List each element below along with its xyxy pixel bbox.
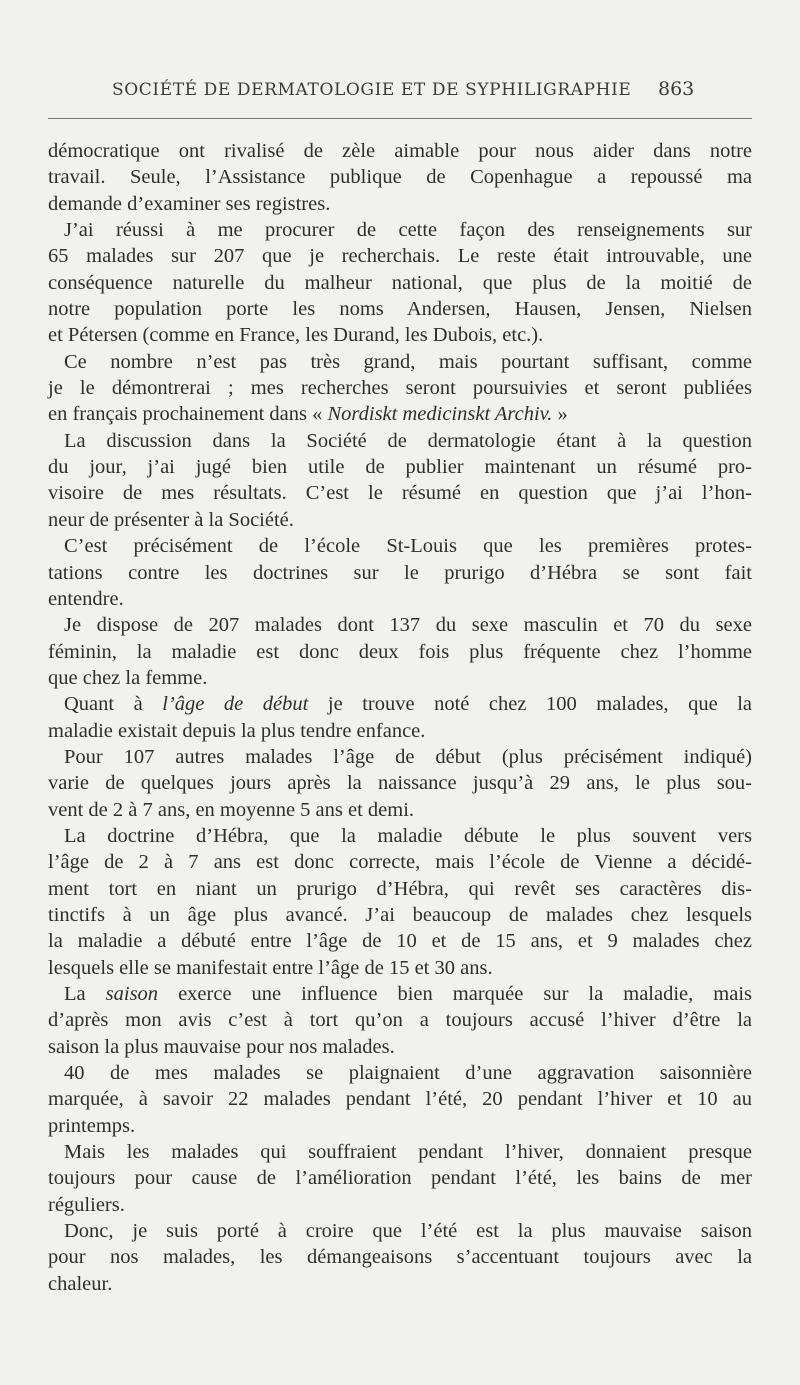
text-line [48, 1244, 752, 1270]
text-line [48, 639, 752, 665]
text-line [48, 217, 752, 243]
text-segment: l’âge de 2 à 7 ans est donc correcte, mais l’école de Vienne a décidé- [48, 851, 752, 874]
text-segment: Donc, je suis porté à croire que l’été est la plus mauvaise saison [64, 1220, 752, 1243]
text-segment: Pour 107 autres malades l’âge de début (plus précisément indiqué) [64, 745, 752, 768]
text-line [48, 718, 752, 744]
header-rule [48, 118, 752, 119]
italic-text: l’âge de début [162, 693, 309, 716]
italic-text: saison [105, 983, 159, 1005]
text-segment: saison la plus mauvaise pour nos malades. [48, 1035, 395, 1058]
text-segment: démocratique ont rivalisé de zèle aimable pour nous aider dans notre [48, 140, 752, 162]
text-line [48, 507, 752, 533]
text-segment: féminin, la maladie est donc deux fois plus fréquente chez l’homme [48, 640, 752, 663]
text-line [48, 849, 752, 875]
text-line [48, 586, 752, 612]
text-segment: marquée, à savoir 22 malades pendant l’été, 20 pendant l’hiver et 10 au [48, 1088, 752, 1111]
text-line [48, 1060, 752, 1086]
running-title: SOCIÉTÉ DE DERMATOLOGIE ET DE SYPHILIGRAPHIE [112, 80, 632, 100]
text-line [48, 1139, 752, 1165]
text-line [48, 322, 752, 348]
text-segment: exerce une influence bien marquée sur la maladie, mais [158, 983, 752, 1005]
text-segment: visoire de mes résultats. C’est le résumé en question que j’ai l’hon- [48, 482, 752, 505]
text-segment: 40 de mes malades se plaignaient d’une aggravation saisonnière [64, 1062, 752, 1085]
text-line [48, 665, 752, 691]
text-segment: Mais les malades qui souffraient pendant l’hiver, donnaient presque [64, 1141, 752, 1164]
text-line [48, 955, 752, 981]
text-segment: lesquels elle se manifestait entre l’âge de 15 et 30 ans. [48, 956, 493, 979]
text-segment: Quant à [64, 693, 163, 716]
body-text [48, 138, 752, 1297]
text-line [48, 533, 752, 559]
text-line [48, 1271, 752, 1297]
text-segment: La [64, 983, 106, 1005]
text-segment: printemps. [48, 1114, 136, 1137]
text-line [48, 876, 752, 902]
text-segment: entendre. [48, 587, 124, 610]
text-line [48, 138, 752, 164]
text-segment: 65 malades sur 207 que je recherchais. Le reste était introuvable, une [48, 245, 752, 268]
text-line [48, 270, 752, 296]
text-segment: tations contre les doctrines sur le prurigo d’Hébra se sont fait [48, 561, 752, 584]
text-line [48, 902, 752, 928]
text-segment: ment tort en niant un prurigo d’Hébra, qui revêt ses caractères dis- [48, 877, 752, 900]
text-segment: chaleur. [48, 1272, 113, 1295]
text-segment: la maladie a débuté entre l’âge de 10 et de 15 ans, et 9 malades chez [48, 930, 752, 953]
text-line [48, 560, 752, 586]
text-segment: vent de 2 à 7 ans, en moyenne 5 ans et demi. [48, 798, 415, 821]
text-line [48, 296, 752, 322]
text-segment: maladie existait depuis la plus tendre enfance. [48, 719, 426, 742]
text-line [48, 981, 752, 1007]
text-line [48, 1113, 752, 1139]
text-segment: d’après mon avis c’est à tort qu’on a toujours accusé l’hiver d’être la [48, 1009, 752, 1032]
text-segment: demande d’examiner ses registres. [48, 192, 331, 215]
text-line [48, 1218, 752, 1244]
text-segment: toujours pour cause de l’amélioration pendant l’été, les bains de mer [48, 1167, 752, 1190]
text-line [48, 612, 752, 638]
text-segment: du jour, j’ai jugé bien utile de publier maintenant un résumé pro- [48, 456, 752, 479]
text-segment: en français prochainement dans « [48, 403, 328, 426]
text-segment: Ce nombre n’est pas très grand, mais pourtant suffisant, comme [64, 350, 752, 373]
text-segment: travail. Seule, l’Assistance publique de Copenhague a repoussé ma [48, 166, 752, 189]
text-line [48, 243, 752, 269]
text-segment: que chez la femme. [48, 666, 208, 689]
text-segment: notre population porte les noms Andersen, Hausen, Jensen, Nielsen [48, 298, 752, 321]
text-segment: Je dispose de 207 malades dont 137 du sexe masculin et 70 du sexe [64, 614, 752, 637]
text-line [48, 1086, 752, 1112]
page-number: 863 [658, 78, 695, 100]
text-line [48, 454, 752, 480]
text-segment: réguliers. [48, 1193, 125, 1216]
text-segment: » [552, 403, 568, 426]
text-line [48, 349, 752, 375]
text-line [48, 744, 752, 770]
text-segment: je le démontrerai ; mes recherches seront poursuivies et seront publiées [48, 377, 752, 400]
italic-text: Nordiskt medicinskt Archiv. [327, 403, 553, 426]
text-line [48, 401, 752, 427]
text-line [48, 375, 752, 401]
text-line [48, 691, 752, 717]
text-line [48, 1165, 752, 1191]
text-line [48, 823, 752, 849]
text-line [48, 1192, 752, 1218]
text-line [48, 191, 752, 217]
text-segment: C’est précisément de l’école St-Louis que les premières protes- [64, 535, 752, 558]
text-segment: pour nos malades, les démangeaisons s’accentuant toujours avec la [48, 1246, 752, 1269]
text-segment: La discussion dans la Société de dermatologie étant à la question [64, 429, 752, 452]
text-line [48, 770, 752, 796]
text-segment: La doctrine d’Hébra, que la maladie débute le plus souvent vers [64, 824, 752, 847]
text-line [48, 928, 752, 954]
text-line [48, 797, 752, 823]
text-segment: varie de quelques jours après la naissance jusqu’à 29 ans, le plus sou- [48, 772, 752, 795]
text-segment: tinctifs à un âge plus avancé. J’ai beaucoup de malades chez lesquels [48, 903, 752, 926]
text-segment: neur de présenter à la Société. [48, 508, 294, 531]
text-line [48, 1034, 752, 1060]
text-segment: et Pétersen (comme en France, les Durand, les Dubois, etc.). [48, 324, 544, 347]
text-line [48, 1007, 752, 1033]
text-line [48, 480, 752, 506]
text-segment: je trouve noté chez 100 malades, que la [308, 693, 753, 716]
text-line [48, 164, 752, 190]
text-line [48, 428, 752, 454]
text-segment: J’ai réussi à me procurer de cette façon des renseignements sur [64, 219, 752, 242]
text-segment: conséquence naturelle du malheur national, que plus de la moitié de [48, 271, 752, 294]
